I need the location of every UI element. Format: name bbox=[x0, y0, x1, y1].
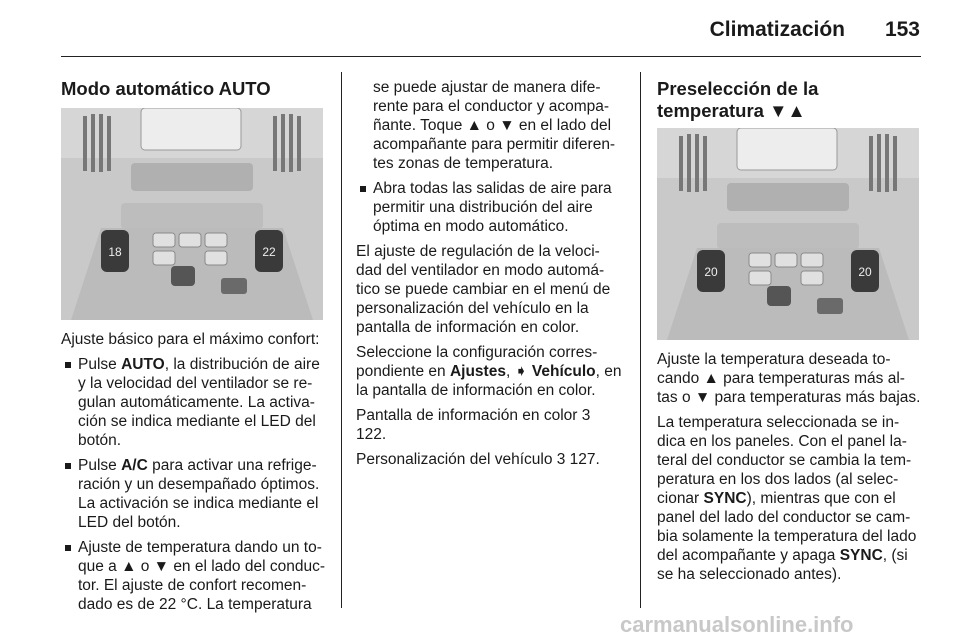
panel-left-temp: 18 bbox=[108, 245, 122, 259]
sync-paragraph: La temperatura seleccionada se in-dica en los paneles. Con el panel la-teral del conductor se cambia la tem-peratura en los dos lados (al selec-cionar SYNC), mientras que con el panel del lado del conductor se cam-bia solamente la temperatura del lado del acompañante y apaga SYNC, (si se ha seleccionado antes). bbox=[657, 414, 917, 583]
key-auto: AUTO bbox=[121, 356, 165, 373]
xref-personalization: Personalización del vehículo 3 127. bbox=[356, 451, 600, 468]
climate-panel-photo-1 bbox=[61, 108, 323, 320]
column-1 bbox=[61, 78, 325, 106]
key-sync-2: SYNC bbox=[839, 547, 883, 564]
column-divider-2 bbox=[640, 72, 641, 608]
bullet-icon bbox=[360, 186, 366, 192]
bullet-icon bbox=[65, 463, 71, 469]
climate-panel-photo-2 bbox=[657, 128, 919, 340]
section-heading-temperature: Preselección de la temperatura ▼▲ bbox=[657, 78, 819, 121]
page-number: 153 bbox=[884, 18, 920, 41]
xref-info-display: Pantalla de información en color 3 122. bbox=[356, 407, 591, 443]
intro-text: Ajuste básico para el máximo confort: bbox=[61, 331, 320, 348]
key-vehiculo: Vehículo bbox=[531, 363, 596, 380]
panel-right-temp: 22 bbox=[262, 245, 276, 259]
column-3 bbox=[657, 78, 922, 128]
section-heading-auto: Modo automático AUTO bbox=[61, 78, 271, 99]
bullet-icon bbox=[65, 362, 71, 368]
bullet-air-outlets: Abra todas las salidas de aire para permitir una distribución del aire óptima en modo automático. bbox=[356, 179, 624, 236]
key-ajustes: Ajustes bbox=[449, 363, 506, 380]
column-2 bbox=[356, 78, 624, 475]
bullet-icon bbox=[65, 545, 71, 551]
bullet-continuation: se puede ajustar de manera dife-rente para el conductor y acompa-ñante. Toque ▲ o ▼ en el lado del acompañante para permitir diferen-tes zonas de temperatura. bbox=[373, 79, 616, 172]
key-ac: A/C bbox=[121, 457, 148, 474]
temperature-paragraph: Ajuste la temperatura deseada to-cando ▲ para temperaturas más al-tas o ▼ para temperaturas más bajas. bbox=[657, 351, 921, 406]
panel-right-temp: 20 bbox=[858, 265, 872, 279]
panel-left-temp: 20 bbox=[704, 265, 718, 279]
key-sync: SYNC bbox=[703, 490, 747, 507]
column-divider-1 bbox=[341, 72, 342, 608]
bullet-ac: Pulse A/C para activar una refrige-ración y un desempañado óptimos. La activación se indica mediante el LED del botón. bbox=[61, 456, 325, 532]
header-title: Climatización bbox=[709, 18, 845, 41]
header-rule bbox=[61, 56, 921, 57]
bullet-temperature: Ajuste de temperatura dando un to-que a ▲ o ▼ en el lado del conduc-tor. El ajuste de confort recomen-dado es de 22 °C. La temperatura bbox=[61, 538, 325, 614]
watermark: carmanualsonline.info bbox=[620, 612, 854, 637]
fan-speed-paragraph: El ajuste de regulación de la veloci-dad del ventilador en modo automá-tico se puede cambiar en el menú de personalización del vehículo en la pantalla de información en color. bbox=[356, 243, 611, 336]
bullet-auto: Pulse AUTO, la distribución de aire y la velocidad del ventilador se re-gulan automáticamente. La activa-ción se indica mediante el LED del botón. bbox=[61, 355, 325, 450]
column-1-text bbox=[61, 330, 325, 620]
settings-paragraph: Seleccione la configuración corres-pondiente en Ajustes, ➧ Vehículo, en la pantalla de información en color. bbox=[356, 344, 622, 399]
column-3-text bbox=[657, 350, 922, 590]
